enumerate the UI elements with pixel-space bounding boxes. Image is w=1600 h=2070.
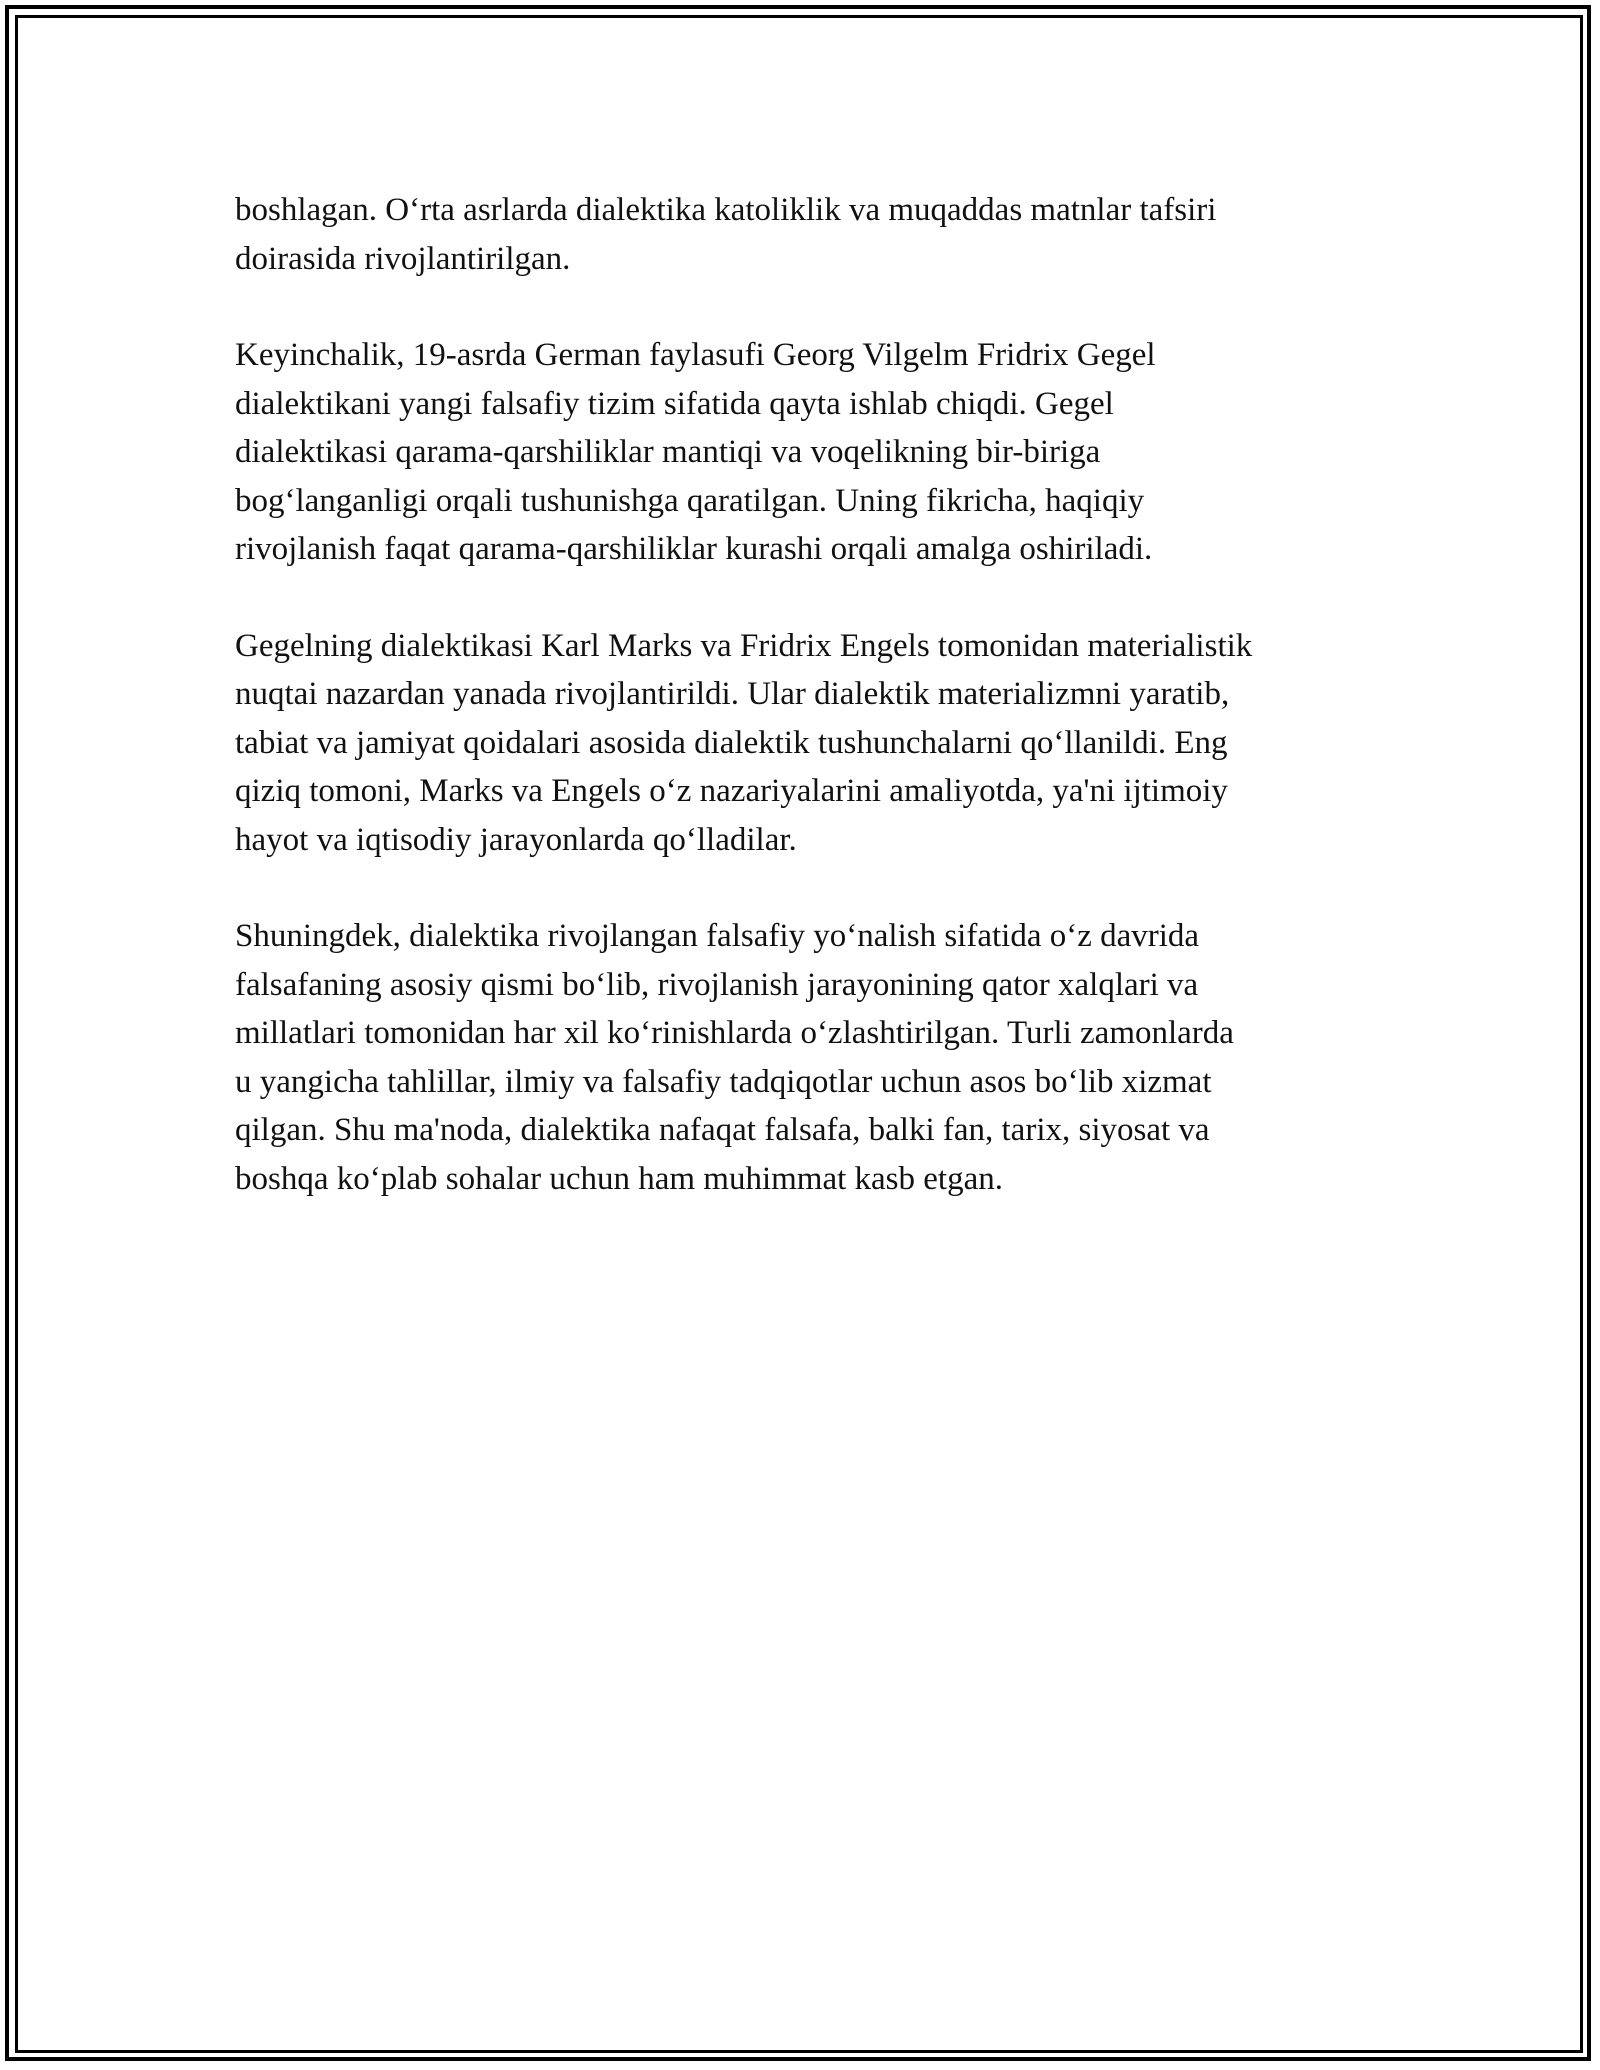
text-line: bog‘langanligi orqali tushunishga qaratilgan. Uning fikricha, haqiqiy: [235, 482, 1145, 519]
paragraph-1: [235, 186, 1385, 283]
text-line: falsafaning asosiy qismi bo‘lib, rivojlanish jarayonining qator xalqlari va: [235, 966, 1199, 1003]
text-line: Shuningdek, dialektika rivojlangan falsafiy yo‘nalish sifatida o‘z davrida: [235, 918, 1200, 954]
text-line: Gegelning dialektikasi Karl Marks va Fridrix Engels tomonidan materialistik: [235, 627, 1253, 664]
text-line: qilgan. Shu ma'noda, dialektika nafaqat falsafa, balki fan, tarix, siyosat va: [235, 1112, 1210, 1148]
text-line: millatlari tomonidan har xil ko‘rinishlarda o‘zlashtirilgan. Turli zamonlarda: [235, 1015, 1234, 1051]
paragraph-3: [235, 622, 1385, 865]
paragraph-4: [235, 912, 1385, 1203]
text-line: hayot va iqtisodiy jarayonlarda qo‘lladilar.: [235, 821, 797, 858]
text-line: doirasida rivojlantirilgan.: [235, 240, 571, 277]
text-line: qiziq tomoni, Marks va Engels o‘z nazariyalarini amaliyotda, ya'ni ijtimoiy: [235, 773, 1228, 809]
text-line: nuqtai nazardan yanada rivojlantirildi. Ular dialektik materializmni yaratib,: [235, 676, 1230, 712]
text-line: dialektikani yangi falsafiy tizim sifatida qayta ishlab chiqdi. Gegel: [235, 385, 1114, 422]
text-line: u yangicha tahlillar, ilmiy va falsafiy tadqiqotlar uchun asos bo‘lib xizmat: [235, 1063, 1212, 1100]
text-line: boshqa ko‘plab sohalar uchun ham muhimmat kasb etgan.: [235, 1160, 1003, 1197]
document-body: [235, 186, 1385, 1251]
text-line: Keyinchalik, 19-asrda German faylasufi Georg Vilgelm Fridrix Gegel: [235, 337, 1156, 373]
text-line: tabiat va jamiyat qoidalari asosida dialektik tushunchalarni qo‘llanildi. Eng: [235, 724, 1228, 761]
paragraph-2: [235, 331, 1385, 574]
text-line: dialektikasi qarama-qarshiliklar mantiqi va voqelikning bir-biriga: [235, 434, 1101, 470]
text-line: rivojlanish faqat qarama-qarshiliklar kurashi orqali amalga oshiriladi.: [235, 531, 1153, 567]
text-line: boshlagan. O‘rta asrlarda dialektika katoliklik va muqaddas matnlar tafsiri: [235, 192, 1217, 228]
